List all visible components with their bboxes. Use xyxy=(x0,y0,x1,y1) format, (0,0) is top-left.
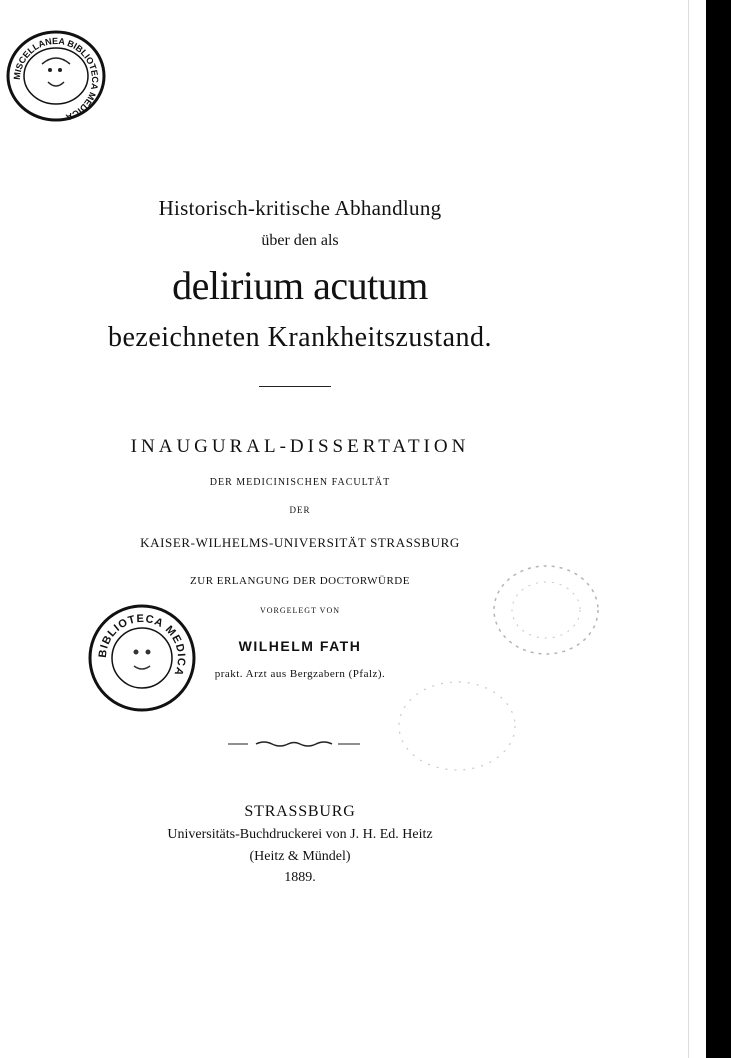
purpose-line: ZUR ERLANGUNG DER DOCTORWÜRDE xyxy=(190,575,410,587)
faculty-line: DER MEDICINISCHEN FACULTÄT xyxy=(209,477,391,488)
publisher-line: Universitäts-Buchdruckerei von J. H. Ed. Heitz xyxy=(167,827,433,842)
stamp-middle-text: BIBLIOTECA MEDICA xyxy=(96,612,188,679)
author-info: prakt. Arzt aus Bergzabern (Pfalz). xyxy=(214,668,386,680)
title-divider xyxy=(259,386,331,387)
faded-stamp-lower xyxy=(392,676,522,776)
presented-by: VORGELEGT VON xyxy=(259,606,341,615)
title-main: delirium acutum xyxy=(172,263,428,308)
dissertation-heading: INAUGURAL-DISSERTATION xyxy=(130,436,470,457)
page-edge xyxy=(688,0,706,1058)
title-line-3: bezeichneten Krankheitszustand. xyxy=(107,322,492,353)
der-line: DER xyxy=(289,505,311,515)
author-name: WILHELM FATH xyxy=(238,638,362,654)
library-stamp-top xyxy=(2,28,110,124)
stamp-top-text: MISCELLANEA BIBLIOTECA MEDICA xyxy=(11,35,101,123)
publication-year: 1889. xyxy=(284,870,316,885)
university-line: KAISER-WILHELMS-UNIVERSITÄT STRASSBURG xyxy=(140,535,460,550)
library-stamp-middle xyxy=(86,602,198,714)
title-line-1: Historisch-kritische Abhandlung xyxy=(158,196,442,220)
publisher-sub: (Heitz & Mündel) xyxy=(249,849,351,864)
title-line-2: über den als xyxy=(261,232,339,249)
ornament-divider xyxy=(228,734,360,744)
publisher-city: STRASSBURG xyxy=(244,803,356,820)
faded-stamp-right xyxy=(488,560,604,660)
